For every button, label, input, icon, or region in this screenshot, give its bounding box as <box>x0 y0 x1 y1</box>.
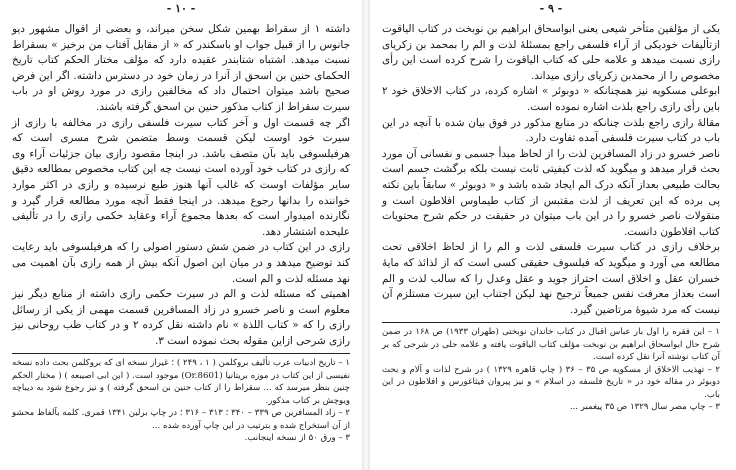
footnote: ۲ – تهذیب الاخلاق از مسکویه ص ۳۵ – ۳۶ ( چاپ قاهره ۱۳۲۹ ) در شرح لذات و آلام و بحث دوبوئر در مقاله خود در « تاریخ فلسفه در اسلام » و نیز پیروان فیثاغورس و افلاطون در این باب. <box>382 364 720 400</box>
paragraph: داشته ۱ از سقراط بهمین شکل سخن میراند، و بعضی از اقوال مشهور دیو جانوس را از قبیل جواب او باسکندر که « از مقابل آفتاب من برخیز » بسقراط نسبت میدهد. اشتباه شتابندر عقیده دارد که مؤلف مختار الحکم کتاب تاریخ الحکمای حنین بن اسحق از آنرا در زمان خود در دسترس داشته. اگر این فرض صحیح باشد میتوان احتمال داد که مخالفین رازی در مورد روش او در باب سیرت سقراط از کتاب مذکور حنین بن اسحق گرفته باشند. <box>12 23 350 113</box>
footnote: ۳ – چاپ مصر سال ۱۳۲۹ ص ۳۵ پیغمبر ... <box>569 402 720 413</box>
footnotes <box>0 357 362 445</box>
left-page <box>0 0 362 470</box>
paragraph: اهمیتی که مسئله لذت و الم در سیرت حکمی رازی داشته از منابع دیگر نیز معلوم است و ناصر خسرو در زاد المسافرین قسمت مهمی از یکی از رسائل رازی را که « کتاب اللذة » نام داشته نقل کرده ۲ و در کتاب طب روحانی نیز رازی شرحی ازاین مقوله بحث نموده است ۳. <box>12 288 351 347</box>
footnotes <box>370 326 732 414</box>
right-page <box>370 0 732 470</box>
footnote: ۱ – تاریخ ادبیات عرب تألیف بروکلمن ( ۱ ، ۲۴۹ ) ؛ غیراز نسخه ای که بروکلمن بحث داده نسخه نفیسی از این کتاب در موزه بریتانیا (Or.8601) موجود است. ( ابن ابی اصیبعه ) ( مختار الحکم چنین بنظر میرسد که ... سقراط را از کتاب حنین بن اسحق گرفته ) و نیز رجوع شود به دیباچه ویوچش بر کتاب مذکور. <box>12 358 350 406</box>
page-number: - ۹ - <box>539 2 563 15</box>
paragraph: ناصر خسرو در زاد المسافرین لذت را از لحاظ مبدأ جسمی و نفسانی آن مورد بحث قرار میدهد و میگوید که لذت کیفیتی ثابت نیست بلکه برگشت جسم است بحالت طبیعی بعداز آنکه درک الم ایجاد شده باشد و « دوبوئر » سابقاً باین نکته پی برده که این تعریف از لذت مقتبس از کتاب طیماوس افلاطون است و منقولات ناصر خسرو را در این باب میتوان در حقیقت در حکم شرح محتویات کتاب افلاطون دانست. <box>382 147 720 238</box>
footnote: ۱ – این فقره را اول بار عباس اقبال در کتاب خاندان نوبختی (طهران ۱۹۳۳) ص ۱۶۸ در ضمن شرح حال ابواسحاق ابراهیم بن نوبخت مؤلف کتاب الیاقوت یافته و علامه حلی در شرحی که بر آن کتاب نوشته آنرا نقل کرده است. <box>382 327 720 363</box>
book-gutter <box>362 0 370 470</box>
paragraph: اگر چه قسمت اول و آخر کتاب سیرت فلسفی رازی در مخالفه با رازی از سیرت خود اوست لیکن قسمت وسط متضمن شرح مسری است که هرفیلسوفی باید بآن متصف باشد. در اینجا مقصود رازی بیان جزئیات آراء وی که رازی در کتاب خود آورده است نیست چه این کتاب مخصوص بمطالعه دقیق سایر مؤلفات اوست که غالب آنها هنوز طبع نرسیده و رازی در اکثر موارد خواننده را بدانها رجوع میدهد. در اینجا فقط آنچه مورد مطالعه قرار گیرد و نگارنده امیدوار است که بعدها مجموع آراء وعقاید حکمی رازی را در تألیفی علیحده اشتشار دهد. <box>12 116 350 238</box>
paragraph: یکی از مؤلفین متأخر شیعی یعنی ابواسحاق ابراهیم بن نوبخت در کتاب الیاقوت ازتألیفات خودیکی از آراء فلسفی راجع بمسئلهٔ لذت و الم را بمحمد بن زکریای رازی نسبت میدهد و علامه حلی که کتاب الیاقوت را شرح کرده است این رأی مخصوص را از محمدبن زکریای رازی میداند. <box>382 23 720 82</box>
footnote: ۳ – ورق ۵۰ از نسخه اینجانب. <box>244 433 350 444</box>
footnote-divider <box>382 322 720 323</box>
paragraph: ابوعلی مسکویه نیز همچنانکه « دوبوئر » اشاره کرده، در کتاب الاخلاق خود ۲ باین رأی رازی راجع بلذت اشاره نموده است. <box>382 85 720 113</box>
paragraph: برخلاف رازی در کتاب سیرت فلسفی لذت و الم را از لحاظ اخلاقی تحت مطالعه می آورد و میگوید که فیلسوف حقیقی کسی است که از لذائذ که مایهٔ خسران عقل و اخلاق است احتراز جوید و عقل وعدل را که سالب لذت و الم است بعداز معرفت نفس جمیعاً ترجیح نهد لیکن اجتناب این سیرت مستلزم آن نیست که مرد شیوهٔ مرتاضین گیرد. <box>382 241 720 316</box>
footnote-divider <box>12 353 350 354</box>
page-body <box>0 16 362 349</box>
paragraph: مقالهٔ رازی راجع بلذت چنانکه در منابع مذکور در فوق بیان شده با آنچه در این باب در کتاب سیرت فلسفی آمده تفاوت دارد. <box>382 116 720 145</box>
page-number: - ۱۰ - <box>166 2 196 15</box>
footnote: ۲ – زاد المسافرین ص ۳۳۹ – ۳۴۰ ؛ ۳۱۳ – ۳۱۶ ؛ در چاپ برلین ۱۳۴۱ قمری. کلمه بآلفاظ محشو از آن استخراج شده و بترتیب در این چاپ آورده شده ... <box>12 408 350 431</box>
paragraph: رازی در این کتاب در ضمن شش دستور اصولی را که هرفیلسوفی باید رعایت کند توضیح میدهد و در میان این اصول آنکه بیش از همه رازی بآن اهمیت می نهد مسئله لذت و الم است. <box>12 241 350 285</box>
page-body <box>370 16 732 318</box>
